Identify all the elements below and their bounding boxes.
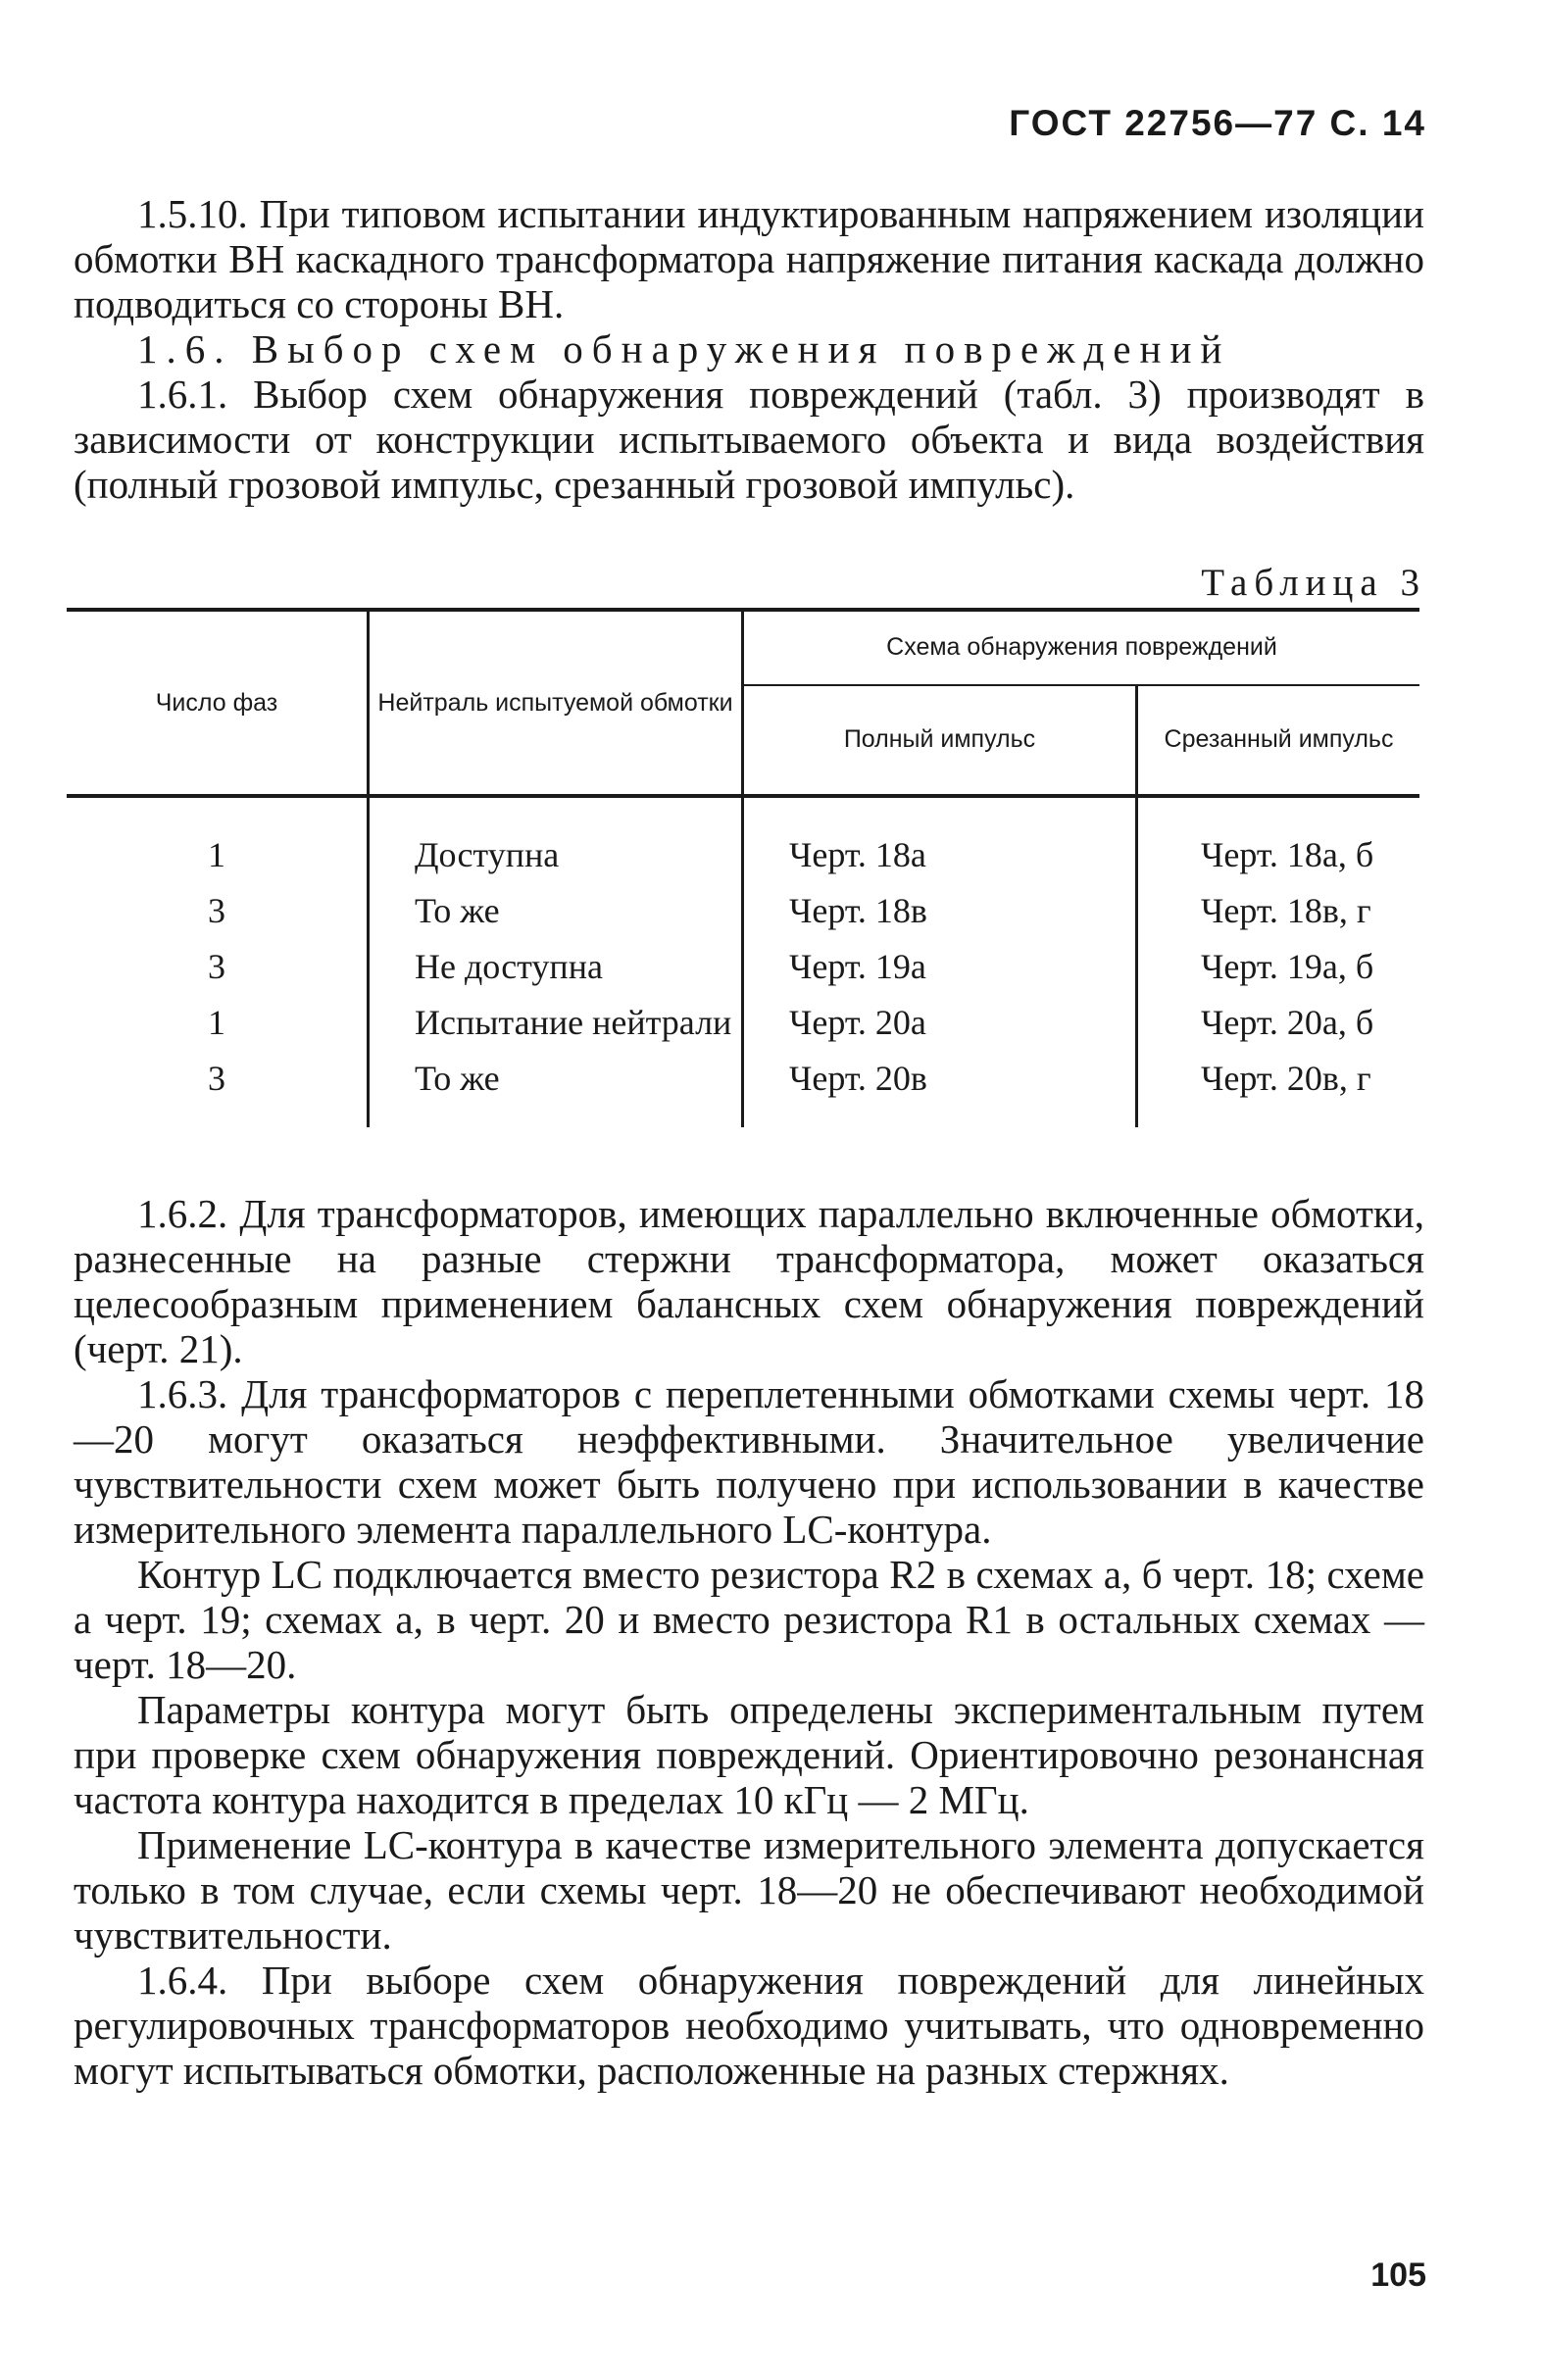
table-row: [67, 796, 1419, 886]
cell-phases: 1: [67, 998, 369, 1054]
cell-phases: 3: [67, 1054, 369, 1127]
cell-phases: 1: [67, 796, 369, 886]
top-section: [74, 191, 1424, 507]
cell-cut-impulse: Черт. 18в, г: [1201, 891, 1371, 930]
paragraph-lc-parameters: Параметры контура могут быть определены экспериментальным путем при проверке схем обнаружения повреждений. Ориентировочно резонансная частота контура находится в пределах 10 кГц — 2 МГц.: [74, 1687, 1424, 1822]
paragraph-1-6-1: 1.6.1. Выбор схем обнаружения повреждений (табл. 3) производят в зависимости от конструкции испытываемого объекта и вида воздействия (полный грозовой импульс, срезанный грозовой импульс).: [74, 372, 1424, 507]
table-caption: Таблица 3: [1201, 562, 1426, 604]
col-header-phases: Число фаз: [67, 610, 369, 796]
cell-neutral: Испытание нейтрали: [369, 998, 743, 1054]
paragraph-1-6-4: 1.6.4. При выборе схем обнаружения повреждений для линейных регулировочных трансформаторов необходимо учитывать, что одновременно могут испытываться обмотки, расположенные на разных стержнях.: [74, 1958, 1424, 2093]
table-row: [67, 1054, 1419, 1127]
cell-full-impulse: Черт. 18в: [743, 886, 1137, 942]
col-header-neutral: Нейтраль испытуемой обмотки: [369, 610, 743, 796]
page-header: ГОСТ 22756—77 С. 14: [1009, 103, 1426, 143]
cell-neutral: Доступна: [369, 796, 743, 886]
cell-full-impulse: Черт. 19а: [743, 942, 1137, 998]
section-heading-1-6: 1.6. Выбор схем обнаружения повреждений: [137, 326, 1231, 372]
table-row: [67, 886, 1419, 942]
col-header-scheme-group: Схема обнаружения повреждений: [743, 610, 1420, 685]
table-row: [67, 942, 1419, 998]
paragraph-1-5-10: 1.5.10. При типовом испытании индуктированным напряжением изоляции обмотки ВН каскадного трансформатора напряжение питания каскада должно подводиться со стороны ВН.: [74, 191, 1424, 326]
col-header-cut-impulse: Срезанный импульс: [1137, 685, 1420, 796]
cell-phases: 3: [67, 886, 369, 942]
cell-neutral: Не доступна: [369, 942, 743, 998]
cell-cut-impulse: Черт. 19а, б: [1201, 947, 1374, 986]
paragraph-1-6-3: 1.6.3. Для трансформаторов с переплетенными обмотками схемы черт. 18—20 могут оказаться неэффективными. Значительное увеличение чувствительности схем может быть получено при использовании в качестве измерительного элемента параллельного LC-контура.: [74, 1371, 1424, 1552]
col-header-full-impulse: Полный импульс: [743, 685, 1137, 796]
cell-cut-impulse: Черт. 20а, б: [1201, 1003, 1374, 1042]
cell-full-impulse: Черт. 20а: [743, 998, 1137, 1054]
paragraph-lc-connection: Контур LC подключается вместо резистора R2 в схемах а, б черт. 18; схеме а черт. 19; схемах а, в черт. 20 и вместо резистора R1 в остальных схемах — черт. 18—20.: [74, 1552, 1424, 1687]
cell-phases: 3: [67, 942, 369, 998]
paragraph-1-6-2: 1.6.2. Для трансформаторов, имеющих параллельно включенные обмотки, разнесенные на разные стержни трансформатора, может оказаться целесообразным применением балансных схем обнаружения повреждений (черт. 21).: [74, 1191, 1424, 1371]
cell-full-impulse: Черт. 18а: [743, 796, 1137, 886]
cell-neutral: То же: [369, 886, 743, 942]
cell-cut-impulse: Черт. 20в, г: [1201, 1059, 1371, 1098]
bottom-section: [74, 1191, 1424, 2093]
fault-detection-table: [67, 608, 1419, 1127]
table-row: [67, 998, 1419, 1054]
cell-neutral: То же: [369, 1054, 743, 1127]
cell-cut-impulse: Черт. 18а, б: [1201, 835, 1374, 874]
paragraph-lc-application: Применение LC-контура в качестве измерительного элемента допускается только в том случае, если схемы черт. 18—20 не обеспечивают необходимой чувствительности.: [74, 1822, 1424, 1958]
page-number: 105: [1370, 2256, 1426, 2294]
cell-full-impulse: Черт. 20в: [743, 1054, 1137, 1127]
